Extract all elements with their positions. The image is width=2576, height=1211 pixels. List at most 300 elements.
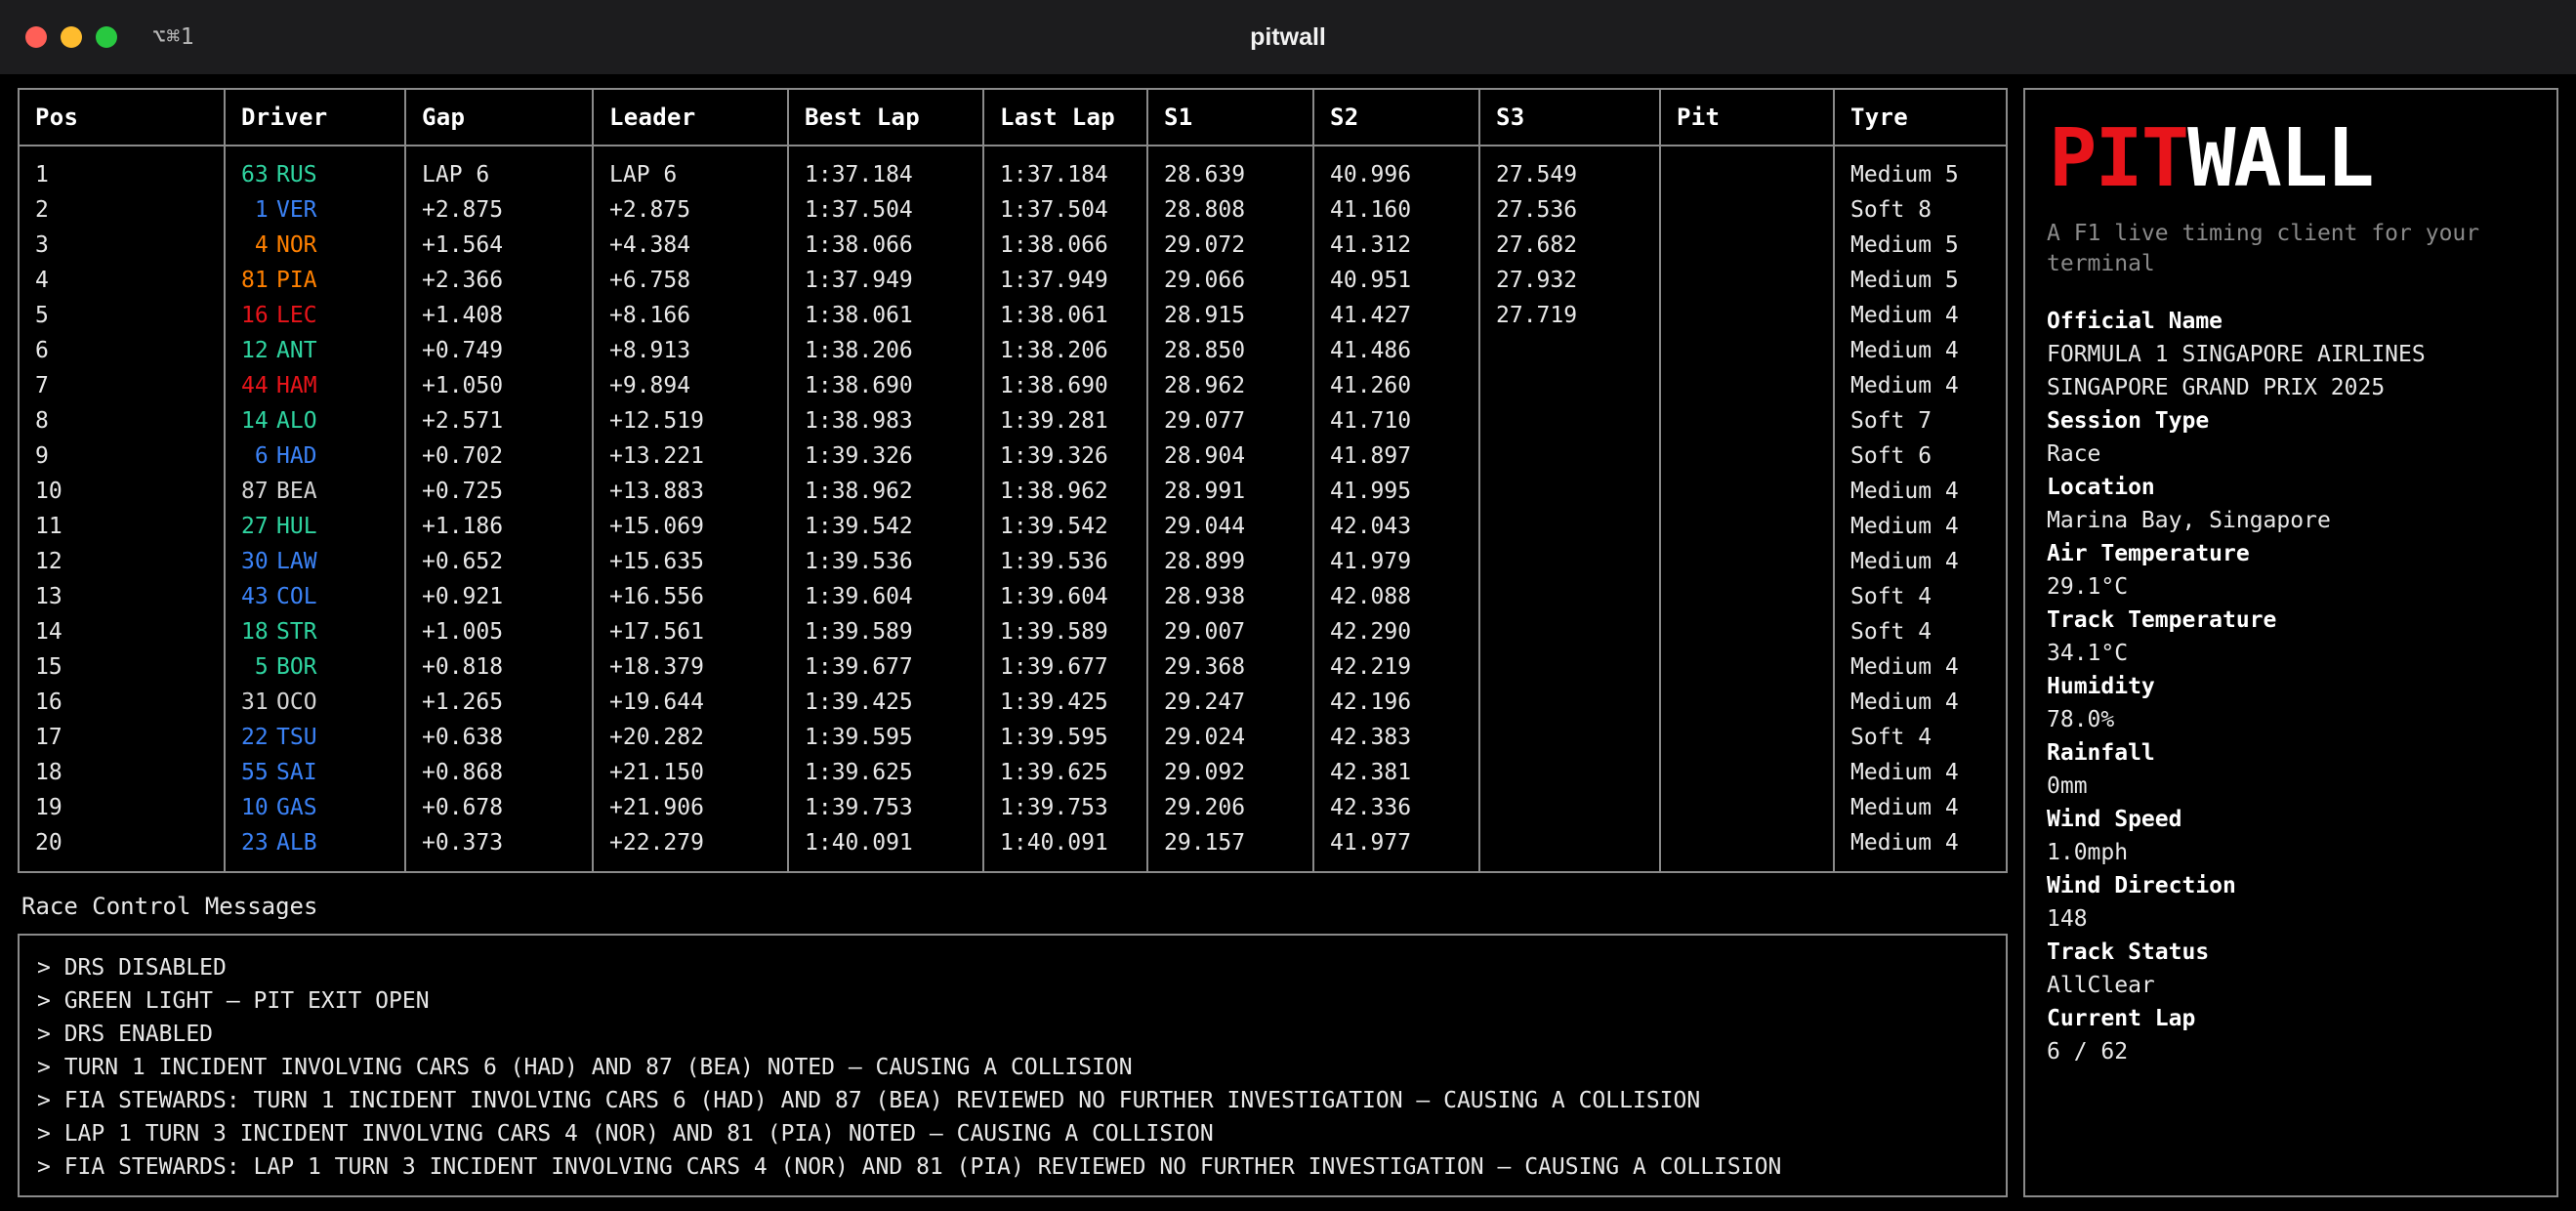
driver-code: ALO — [276, 408, 317, 434]
driver-number: 10 — [241, 795, 269, 820]
cell-leader: +2.875 — [593, 192, 788, 228]
cell-pit — [1660, 685, 1834, 720]
cell-s3: 27.719 — [1479, 298, 1660, 333]
cell-tyre: Soft 4 — [1850, 725, 1932, 750]
cell-s2: 41.897 — [1313, 438, 1479, 474]
cell-s2: 42.043 — [1313, 509, 1479, 544]
table-row[interactable] — [20, 192, 2006, 228]
cell-s1: 29.157 — [1147, 825, 1313, 871]
cell-gap: +1.186 — [405, 509, 593, 544]
cell-last-lap: 1:39.753 — [983, 790, 1147, 825]
cell-s3 — [1479, 403, 1660, 438]
cell-driver — [225, 720, 405, 755]
close-window-button[interactable] — [25, 26, 47, 48]
title-bar — [0, 0, 2576, 74]
driver-number: 81 — [241, 268, 269, 293]
cell-tyre: Soft 4 — [1850, 584, 1932, 609]
cell-s2: 41.995 — [1313, 474, 1479, 509]
cell-gap: +2.571 — [405, 403, 593, 438]
cell-position: 16 — [20, 685, 225, 720]
cell-best-lap: 1:39.425 — [788, 685, 983, 720]
cell-last-lap: 1:38.962 — [983, 474, 1147, 509]
session-meta-key: Air Temperature — [2047, 540, 2250, 566]
session-meta-value: AllClear — [2047, 972, 2155, 998]
table-row[interactable] — [20, 720, 2006, 755]
cell-tyre: Soft 6 — [1850, 443, 1932, 469]
cell-driver — [225, 263, 405, 298]
cell-last-lap: 1:39.536 — [983, 544, 1147, 579]
cell-driver — [225, 685, 405, 720]
timing-table-body — [20, 146, 2006, 871]
cell-last-lap: 1:39.281 — [983, 403, 1147, 438]
cell-position: 4 — [20, 263, 225, 298]
cell-best-lap: 1:39.542 — [788, 509, 983, 544]
cell-pit — [1660, 403, 1834, 438]
cell-s3: 27.536 — [1479, 192, 1660, 228]
cell-best-lap: 1:39.595 — [788, 720, 983, 755]
cell-leader: +16.556 — [593, 579, 788, 614]
cell-pit — [1660, 263, 1834, 298]
cell-pit — [1660, 579, 1834, 614]
cell-driver — [225, 192, 405, 228]
cell-s1: 29.368 — [1147, 649, 1313, 685]
cell-driver — [225, 146, 405, 192]
cell-pit — [1660, 228, 1834, 263]
driver-number: 43 — [241, 584, 269, 609]
cell-leader: +15.635 — [593, 544, 788, 579]
table-row[interactable] — [20, 649, 2006, 685]
cell-s1: 28.639 — [1147, 146, 1313, 192]
cell-position: 14 — [20, 614, 225, 649]
cell-s3: 27.682 — [1479, 228, 1660, 263]
cell-s3 — [1479, 614, 1660, 649]
column-header-best-lap[interactable]: Best Lap — [788, 90, 983, 146]
cell-tyre: Soft 8 — [1850, 197, 1932, 223]
driver-code: PIA — [276, 268, 317, 293]
cell-best-lap: 1:39.677 — [788, 649, 983, 685]
table-row[interactable] — [20, 614, 2006, 649]
cell-s2: 42.196 — [1313, 685, 1479, 720]
cell-s2: 42.290 — [1313, 614, 1479, 649]
cell-position: 12 — [20, 544, 225, 579]
cell-last-lap: 1:39.604 — [983, 579, 1147, 614]
cell-driver — [225, 614, 405, 649]
cell-pit — [1660, 755, 1834, 790]
session-meta-key: Location — [2047, 474, 2155, 500]
driver-number: 6 — [254, 443, 269, 469]
cell-s1: 29.247 — [1147, 685, 1313, 720]
cell-best-lap: 1:38.066 — [788, 228, 983, 263]
cell-pit — [1660, 614, 1834, 649]
session-meta-key: Track Status — [2047, 939, 2210, 965]
cell-tyre: Medium 4 — [1850, 654, 1959, 680]
session-meta-key: Official Name — [2047, 308, 2223, 334]
cell-best-lap: 1:38.061 — [788, 298, 983, 333]
race-control-message-list — [37, 951, 1988, 1184]
cell-tyre: Medium 4 — [1850, 760, 1959, 785]
cell-leader: +12.519 — [593, 403, 788, 438]
session-meta-value: 6 / 62 — [2047, 1038, 2129, 1065]
timing-table-container — [18, 88, 2008, 873]
race-control-message: > DRS DISABLED — [37, 955, 227, 981]
cell-driver — [225, 298, 405, 333]
cell-gap: +1.564 — [405, 228, 593, 263]
cell-position: 20 — [20, 825, 225, 871]
cell-s1: 28.962 — [1147, 368, 1313, 403]
cell-last-lap: 1:39.595 — [983, 720, 1147, 755]
cell-pit — [1660, 333, 1834, 368]
cell-position: 3 — [20, 228, 225, 263]
driver-number: 44 — [241, 373, 269, 398]
cell-s3: 27.549 — [1479, 146, 1660, 192]
cell-best-lap: 1:37.184 — [788, 146, 983, 192]
cell-leader: +18.379 — [593, 649, 788, 685]
cell-driver — [225, 649, 405, 685]
cell-s3 — [1479, 825, 1660, 871]
cell-best-lap: 1:37.504 — [788, 192, 983, 228]
table-row[interactable] — [20, 368, 2006, 403]
cell-leader: +6.758 — [593, 263, 788, 298]
cell-last-lap: 1:39.326 — [983, 438, 1147, 474]
app-tagline: A F1 live timing client for your terminal — [2047, 220, 2480, 276]
column-header-s1[interactable]: S1 — [1147, 90, 1313, 146]
cell-driver — [225, 228, 405, 263]
table-row[interactable] — [20, 298, 2006, 333]
driver-number: 30 — [241, 549, 269, 574]
cell-gap: +0.702 — [405, 438, 593, 474]
cell-leader: +21.906 — [593, 790, 788, 825]
cell-gap: +0.678 — [405, 790, 593, 825]
cell-pit — [1660, 509, 1834, 544]
cell-leader: +8.913 — [593, 333, 788, 368]
cell-last-lap: 1:37.184 — [983, 146, 1147, 192]
driver-number: 63 — [241, 162, 269, 188]
cell-tyre: Medium 5 — [1850, 162, 1959, 188]
cell-best-lap: 1:38.962 — [788, 474, 983, 509]
cell-pit — [1660, 368, 1834, 403]
cell-s2: 41.979 — [1313, 544, 1479, 579]
cell-last-lap: 1:39.625 — [983, 755, 1147, 790]
cell-s3 — [1479, 755, 1660, 790]
column-header-leader[interactable]: Leader — [593, 90, 788, 146]
cell-s3 — [1479, 790, 1660, 825]
cell-s1: 29.072 — [1147, 228, 1313, 263]
cell-best-lap: 1:37.949 — [788, 263, 983, 298]
session-meta-value: FORMULA 1 SINGAPORE AIRLINES SINGAPORE GRAND PRIX 2025 — [2047, 341, 2426, 400]
column-header-s3[interactable]: S3 — [1479, 90, 1660, 146]
column-header-s2[interactable]: S2 — [1313, 90, 1479, 146]
session-meta-key: Track Temperature — [2047, 606, 2277, 633]
race-control-message: > TURN 1 INCIDENT INVOLVING CARS 6 (HAD) AND 87 (BEA) NOTED — CAUSING A COLLISION — [37, 1055, 1133, 1080]
cell-tyre: Medium 4 — [1850, 373, 1959, 398]
cell-gap: LAP 6 — [405, 146, 593, 192]
driver-code: LAW — [276, 549, 317, 574]
column-header-pit[interactable]: Pit — [1660, 90, 1834, 146]
window-controls[interactable] — [0, 26, 117, 48]
app-logo — [2049, 112, 2535, 205]
cell-s1: 28.904 — [1147, 438, 1313, 474]
cell-pit — [1660, 146, 1834, 192]
cell-s2: 41.160 — [1313, 192, 1479, 228]
cell-position: 2 — [20, 192, 225, 228]
cell-tyre: Medium 4 — [1850, 549, 1959, 574]
cell-s3 — [1479, 544, 1660, 579]
column-header-pos[interactable]: Pos — [20, 90, 225, 146]
cell-gap: +2.366 — [405, 263, 593, 298]
cell-driver — [225, 544, 405, 579]
driver-number: 22 — [241, 725, 269, 750]
cell-pit — [1660, 298, 1834, 333]
cell-gap: +0.749 — [405, 333, 593, 368]
column-header-gap[interactable]: Gap — [405, 90, 593, 146]
cell-pit — [1660, 544, 1834, 579]
cell-s2: 42.219 — [1313, 649, 1479, 685]
driver-code: OCO — [276, 689, 317, 715]
cell-s2: 41.260 — [1313, 368, 1479, 403]
cell-tyre: Medium 5 — [1850, 232, 1959, 258]
cell-tyre: Medium 4 — [1850, 795, 1959, 820]
cell-leader: +13.883 — [593, 474, 788, 509]
cell-s1: 29.007 — [1147, 614, 1313, 649]
driver-code: ALB — [276, 830, 317, 856]
session-meta-key: Current Lap — [2047, 1005, 2196, 1031]
cell-leader: +17.561 — [593, 614, 788, 649]
cell-leader: +13.221 — [593, 438, 788, 474]
cell-best-lap: 1:39.589 — [788, 614, 983, 649]
cell-gap: +0.868 — [405, 755, 593, 790]
table-row[interactable] — [20, 403, 2006, 438]
cell-s2: 41.486 — [1313, 333, 1479, 368]
cell-s1: 29.024 — [1147, 720, 1313, 755]
session-meta-key: Wind Speed — [2047, 806, 2182, 832]
race-control-message: > DRS ENABLED — [37, 1022, 214, 1047]
driver-code: ANT — [276, 338, 317, 363]
table-row[interactable] — [20, 263, 2006, 298]
cell-s2: 40.996 — [1313, 146, 1479, 192]
cell-driver — [225, 333, 405, 368]
session-meta-value: 78.0% — [2047, 706, 2115, 732]
table-row[interactable] — [20, 438, 2006, 474]
cell-s3 — [1479, 685, 1660, 720]
table-row[interactable] — [20, 474, 2006, 509]
cell-s3 — [1479, 720, 1660, 755]
cell-position: 7 — [20, 368, 225, 403]
driver-number: 14 — [241, 408, 269, 434]
column-header-last-lap[interactable]: Last Lap — [983, 90, 1147, 146]
session-meta-key: Wind Direction — [2047, 872, 2236, 898]
cell-s2: 42.336 — [1313, 790, 1479, 825]
cell-driver — [225, 509, 405, 544]
session-meta-value: 34.1°C — [2047, 640, 2129, 666]
cell-s3 — [1479, 649, 1660, 685]
cell-position: 1 — [20, 146, 225, 192]
cell-last-lap: 1:39.589 — [983, 614, 1147, 649]
race-control-title: Race Control Messages — [21, 893, 318, 920]
cell-driver — [225, 474, 405, 509]
driver-number: 23 — [241, 830, 269, 856]
cell-s1: 28.991 — [1147, 474, 1313, 509]
table-row[interactable] — [20, 825, 2006, 871]
driver-code: LEC — [276, 303, 317, 328]
session-meta-value: 0mm — [2047, 773, 2088, 799]
cell-tyre: Soft 4 — [1850, 619, 1932, 645]
cell-last-lap: 1:38.206 — [983, 333, 1147, 368]
cell-s1: 28.808 — [1147, 192, 1313, 228]
cell-s1: 29.092 — [1147, 755, 1313, 790]
main-column — [18, 88, 2008, 1197]
driver-code: TSU — [276, 725, 317, 750]
cell-gap: +1.005 — [405, 614, 593, 649]
column-header-tyre[interactable]: Tyre — [1834, 90, 2006, 146]
cell-driver — [225, 755, 405, 790]
table-row[interactable] — [20, 790, 2006, 825]
timing-table-header-row — [20, 90, 2006, 146]
driver-code: SAI — [276, 760, 317, 785]
cell-best-lap: 1:40.091 — [788, 825, 983, 871]
cell-last-lap: 1:39.425 — [983, 685, 1147, 720]
driver-code: NOR — [275, 232, 317, 258]
cell-s1: 28.850 — [1147, 333, 1313, 368]
session-meta-value: 148 — [2047, 905, 2088, 932]
maximize-window-button[interactable] — [96, 26, 117, 48]
cell-leader: LAP 6 — [593, 146, 788, 192]
driver-code: HAM — [276, 373, 317, 398]
driver-number: 31 — [241, 689, 269, 715]
cell-best-lap: 1:39.625 — [788, 755, 983, 790]
cell-gap: +0.638 — [405, 720, 593, 755]
cell-position: 18 — [20, 755, 225, 790]
cell-gap: +1.408 — [405, 298, 593, 333]
cell-tyre: Medium 4 — [1850, 514, 1959, 539]
cell-gap: +1.050 — [405, 368, 593, 403]
cell-leader: +20.282 — [593, 720, 788, 755]
cell-position: 13 — [20, 579, 225, 614]
column-header-driver[interactable]: Driver — [225, 90, 405, 146]
cell-last-lap: 1:38.690 — [983, 368, 1147, 403]
cell-best-lap: 1:38.206 — [788, 333, 983, 368]
cell-last-lap: 1:38.066 — [983, 228, 1147, 263]
cell-last-lap: 1:38.061 — [983, 298, 1147, 333]
cell-leader: +4.384 — [593, 228, 788, 263]
driver-number: 27 — [241, 514, 269, 539]
cell-pit — [1660, 192, 1834, 228]
table-row[interactable] — [20, 579, 2006, 614]
session-meta-list — [2047, 305, 2535, 1068]
cell-s3 — [1479, 333, 1660, 368]
driver-number: 5 — [254, 654, 269, 680]
cell-leader: +15.069 — [593, 509, 788, 544]
cell-gap: +0.725 — [405, 474, 593, 509]
cell-best-lap: 1:38.690 — [788, 368, 983, 403]
cell-position: 9 — [20, 438, 225, 474]
minimize-window-button[interactable] — [61, 26, 82, 48]
session-meta-key: Rainfall — [2047, 739, 2155, 766]
cell-s1: 28.915 — [1147, 298, 1313, 333]
cell-leader: +19.644 — [593, 685, 788, 720]
cell-s2: 40.951 — [1313, 263, 1479, 298]
session-meta-value: 1.0mph — [2047, 839, 2129, 865]
cell-tyre: Medium 5 — [1850, 268, 1959, 293]
cell-pit — [1660, 790, 1834, 825]
cell-last-lap: 1:37.504 — [983, 192, 1147, 228]
table-row[interactable] — [20, 146, 2006, 192]
race-control-message: > GREEN LIGHT — PIT EXIT OPEN — [37, 988, 430, 1014]
cell-s1: 29.066 — [1147, 263, 1313, 298]
cell-driver — [225, 403, 405, 438]
session-meta-value: 29.1°C — [2047, 573, 2129, 600]
cell-leader: +8.166 — [593, 298, 788, 333]
table-row[interactable] — [20, 333, 2006, 368]
driver-code: GAS — [276, 795, 317, 820]
driver-code: BEA — [276, 479, 317, 504]
cell-driver — [225, 579, 405, 614]
cell-s2: 42.381 — [1313, 755, 1479, 790]
race-control-panel[interactable] — [18, 934, 2008, 1197]
cell-leader: +22.279 — [593, 825, 788, 871]
cell-pit — [1660, 474, 1834, 509]
cell-last-lap: 1:40.091 — [983, 825, 1147, 871]
table-row[interactable] — [20, 509, 2006, 544]
driver-number: 55 — [241, 760, 269, 785]
sidebar — [2023, 88, 2558, 1197]
cell-s3 — [1479, 368, 1660, 403]
cell-last-lap: 1:39.542 — [983, 509, 1147, 544]
driver-code: RUS — [276, 162, 317, 188]
cell-leader: +9.894 — [593, 368, 788, 403]
driver-number: 16 — [241, 303, 269, 328]
cell-gap: +2.875 — [405, 192, 593, 228]
driver-number: 12 — [241, 338, 269, 363]
table-row[interactable] — [20, 685, 2006, 720]
cell-position: 17 — [20, 720, 225, 755]
cell-gap: +1.265 — [405, 685, 593, 720]
cell-gap: +0.921 — [405, 579, 593, 614]
driver-number: 1 — [254, 197, 269, 223]
cell-position: 15 — [20, 649, 225, 685]
cell-tyre: Medium 4 — [1850, 303, 1959, 328]
cell-best-lap: 1:39.536 — [788, 544, 983, 579]
cell-tyre: Medium 4 — [1850, 689, 1959, 715]
driver-code: COL — [276, 584, 317, 609]
cell-best-lap: 1:38.983 — [788, 403, 983, 438]
app-content — [0, 74, 2576, 1211]
cell-position: 10 — [20, 474, 225, 509]
cell-driver — [225, 825, 405, 871]
race-control-message: > FIA STEWARDS: TURN 1 INCIDENT INVOLVING CARS 6 (HAD) AND 87 (BEA) REVIEWED NO FURTHER INVESTIGATION — CAUSING A COLLISION — [37, 1088, 1701, 1113]
cell-leader: +21.150 — [593, 755, 788, 790]
table-row[interactable] — [20, 544, 2006, 579]
table-row[interactable] — [20, 755, 2006, 790]
cell-position: 11 — [20, 509, 225, 544]
cell-gap: +0.652 — [405, 544, 593, 579]
cell-position: 6 — [20, 333, 225, 368]
table-row[interactable] — [20, 228, 2006, 263]
driver-code: HUL — [276, 514, 317, 539]
cell-pit — [1660, 438, 1834, 474]
driver-code: STR — [276, 619, 317, 645]
cell-last-lap: 1:37.949 — [983, 263, 1147, 298]
cell-best-lap: 1:39.326 — [788, 438, 983, 474]
cell-pit — [1660, 720, 1834, 755]
cell-s3 — [1479, 509, 1660, 544]
timing-table — [20, 90, 2006, 871]
cell-s1: 29.044 — [1147, 509, 1313, 544]
cell-s2: 41.312 — [1313, 228, 1479, 263]
session-meta-key: Session Type — [2047, 407, 2210, 434]
cell-driver — [225, 438, 405, 474]
cell-tyre: Medium 4 — [1850, 338, 1959, 363]
cell-s2: 41.977 — [1313, 825, 1479, 871]
